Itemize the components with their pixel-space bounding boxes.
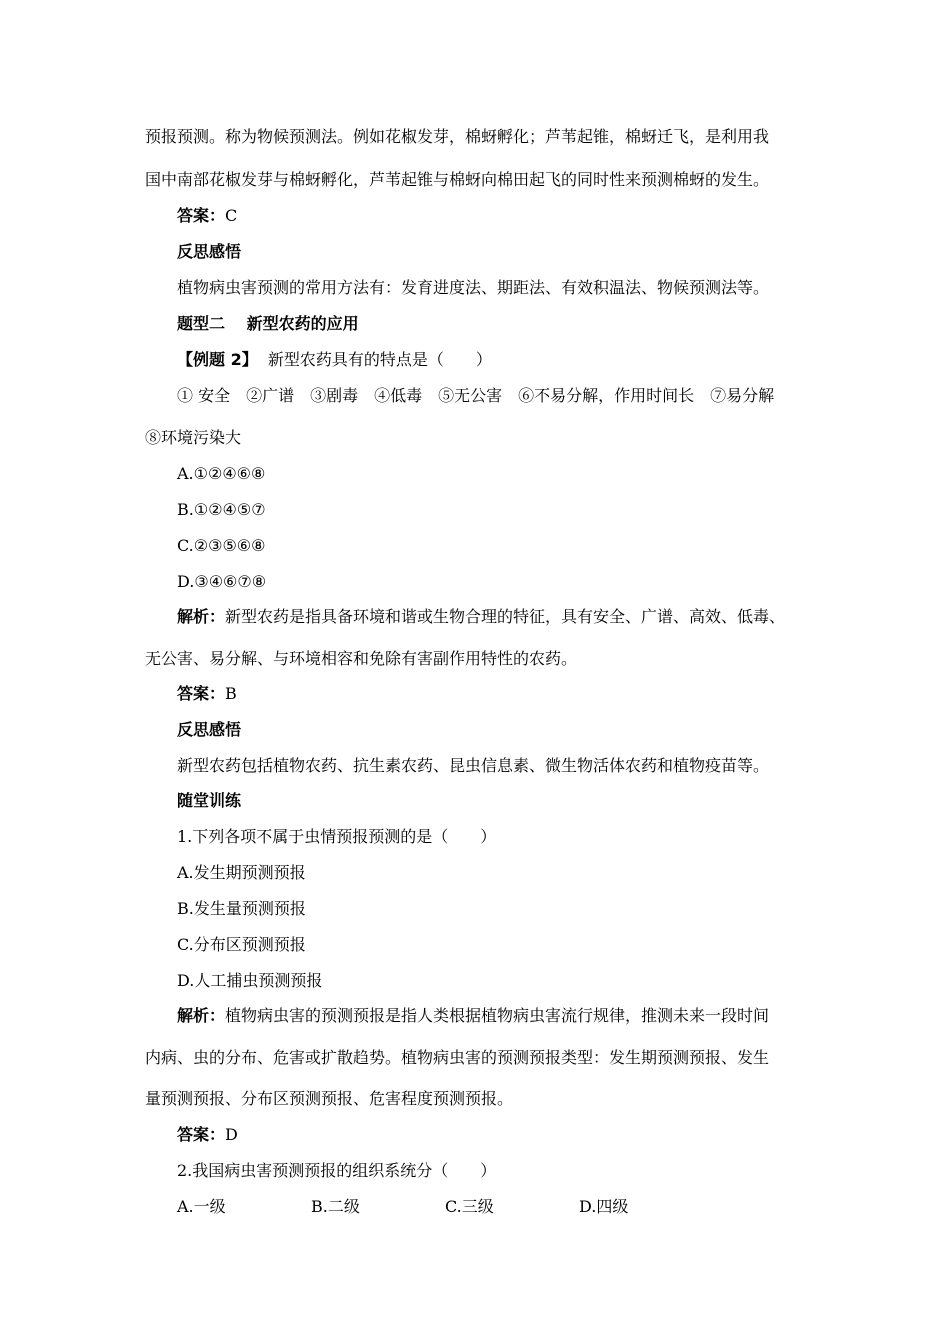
q2-question: 2.我国病虫害预测预报的组织系统分（ ） [177, 1161, 497, 1180]
analysis-label: 解析： [177, 607, 226, 626]
intro-line-2: 国中南部花椒发芽与棉蚜孵化，芦苇起锥与棉蚜向棉田起飞的同时性来预测棉蚜的发生。 [145, 170, 770, 189]
answer-label: 答案： [177, 206, 226, 225]
q1-analysis-line-2: 内病、虫的分布、危害或扩散趋势。植物病虫害的预测预报类型：发生期预测预报、发生 [145, 1048, 770, 1067]
answer-1 [177, 206, 237, 226]
reflect-text-1: 植物病虫害预测的常用方法有：发育进度法、期距法、有效积温法、物候预测法等。 [177, 278, 770, 297]
q2-option-c: C.三级 [445, 1197, 494, 1216]
option-a: A.①②④⑥⑧ [177, 464, 266, 483]
q1-option-b: B.发生量预测预报 [177, 899, 306, 918]
q2-option-d: D.四级 [579, 1197, 629, 1216]
example-label: 【例题 2】 [177, 350, 258, 369]
q1-option-a: A.发生期预测预报 [177, 863, 306, 882]
reflect-heading-2: 反思感悟 [177, 720, 242, 739]
intro-line-1: 预报预测。称为物候预测法。例如花椒发芽，棉蚜孵化；芦苇起锥，棉蚜迁飞，是利用我 [145, 127, 770, 146]
reflect-heading-1: 反思感悟 [177, 242, 242, 261]
example-2-items-line-2: ⑧环境污染大 [145, 428, 242, 447]
practice-heading: 随堂训练 [177, 791, 242, 810]
answer-2 [177, 684, 237, 704]
answer-label: 答案： [177, 1125, 226, 1144]
q1-question: 1.下列各项不属于虫情预报预测的是（ ） [177, 827, 497, 846]
analysis-text: 新型农药是指具备环境和谐或生物合理的特征，具有安全、广谱、高效、低毒、 [225, 607, 786, 626]
q1-analysis-line-3: 量预测预报、分布区预测预报、危害程度预测预报。 [145, 1089, 514, 1108]
option-b: B.①②④⑤⑦ [177, 500, 266, 519]
q1-answer [177, 1125, 238, 1145]
q1-analysis-line-1 [177, 1006, 769, 1026]
q2-option-b: B.二级 [311, 1197, 360, 1216]
example-question-text: 新型农药具有的特点是（ ） [267, 350, 492, 369]
q1-option-d: D.人工捕虫预测预报 [177, 971, 323, 990]
option-d: D.③④⑥⑦⑧ [177, 572, 267, 591]
answer-label: 答案： [177, 684, 226, 703]
analysis-text: 植物病虫害的预测预报是指人类根据植物病虫害流行规律，推测未来一段时间 [225, 1006, 770, 1025]
example-2-analysis-line-2: 无公害、易分解、与环境相容和免除有害副作用特性的农药。 [145, 649, 578, 668]
example-2-question [177, 350, 492, 370]
section-heading-type2: 题型二 新型农药的应用 [177, 314, 359, 333]
q2-option-a: A.一级 [177, 1197, 226, 1216]
example-2-items-line-1: ① 安全 ②广谱 ③剧毒 ④低毒 ⑤无公害 ⑥不易分解，作用时间长 ⑦易分解 [177, 386, 775, 405]
q1-option-c: C.分布区预测预报 [177, 935, 306, 954]
answer-value: D [225, 1125, 238, 1144]
example-2-analysis-line-1 [177, 607, 785, 627]
answer-value: B [225, 684, 237, 703]
option-c: C.②③⑤⑥⑧ [177, 536, 266, 555]
analysis-label: 解析： [177, 1006, 226, 1025]
reflect-text-2: 新型农药包括植物农药、抗生素农药、昆虫信息素、微生物活体农药和植物疫苗等。 [177, 756, 770, 775]
answer-value: C [225, 206, 238, 225]
